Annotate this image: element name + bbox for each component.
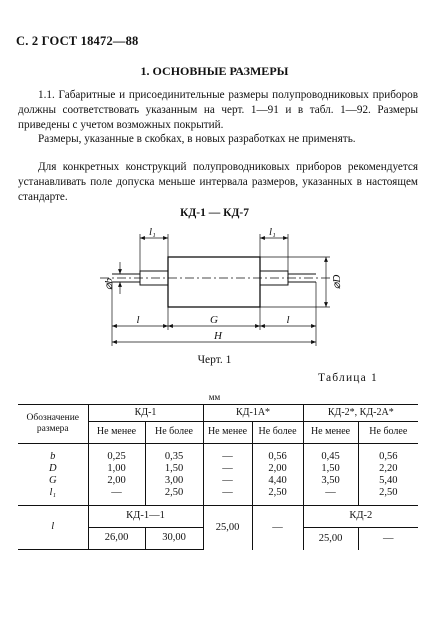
value-column: 0,56 2,00 4,40 2,50 (252, 444, 303, 506)
label-g: G (210, 314, 218, 326)
l-kd11-min: 26,00 (88, 528, 145, 550)
value-column: 0,35 1,50 3,00 2,50 (145, 444, 203, 506)
label-lead-diameter: ⌀b (103, 277, 115, 291)
subheader-min: Не менее (303, 422, 358, 444)
value-column: 0,45 1,50 3,50 — (303, 444, 358, 506)
subheader-min: Не менее (88, 422, 145, 444)
figure-caption: Черт. 1 (197, 354, 232, 366)
table-label: Таблица 1 (318, 372, 378, 384)
label-l1-right: l₁ (269, 226, 276, 238)
kd2-header: КД-2 (303, 506, 418, 528)
value-column: 0,56 2,20 5,40 2,50 (358, 444, 418, 506)
label-body-diameter: ⌀D (331, 274, 343, 290)
subheader-max: Не более (252, 422, 303, 444)
section-title: 1. ОСНОВНЫЕ РАЗМЕРЫ (140, 64, 289, 78)
group-kd2: КД-2*, КД-2А* (303, 405, 418, 422)
l-kd2-max: — (358, 528, 418, 550)
kd11-header: КД-1—1 (88, 506, 203, 528)
subheader-min: Не менее (203, 422, 252, 444)
label-l-right: l (286, 314, 290, 326)
value-column: 0,25 1,00 2,00 — (88, 444, 145, 506)
figure-title: КД-1 — КД-7 (180, 207, 249, 219)
l-kd11-max: 30,00 (145, 528, 203, 550)
diode-body (168, 257, 260, 307)
label-l1-left: l₁ (149, 226, 156, 238)
paragraph-3: Для конкретных конструкций полупроводниковых приборов рекомендуется устанавливать поле допуска меньше интервала размеров, указанных в настоящем стандарте. (18, 161, 418, 203)
group-kd1a: КД-1А* (203, 405, 303, 422)
group-kd1: КД-1 (88, 405, 203, 422)
subheader-max: Не более (358, 422, 418, 444)
designation-header: Обозначение размера (18, 405, 88, 444)
paragraph-2: Размеры, указанные в скобках, в новых разработках не применять. (38, 133, 356, 145)
paragraph-1: 1.1. Габаритные и присоединительные размеры полупроводниковых приборов должны соответствовать указанным на черт. 1—91 и в табл. 1—92. Размеры приведены с учетом возможных покрытий. (18, 89, 418, 131)
l-mid-max: — (252, 506, 303, 550)
page-header: С. 2 ГОСТ 18472—88 (16, 34, 139, 48)
dimensions-table (18, 404, 418, 550)
label-h: H (214, 330, 222, 342)
table-units: мм (208, 392, 221, 402)
l-mid-min: 25,00 (203, 506, 252, 550)
row-labels: b D G l₁ (18, 444, 88, 506)
subheader-max: Не более (145, 422, 203, 444)
l-kd2-min: 25,00 (303, 528, 358, 550)
row-label-l: l (18, 506, 88, 550)
value-column: — — — — (203, 444, 252, 506)
diode-drawing (98, 222, 358, 352)
label-l-left: l (136, 314, 140, 326)
